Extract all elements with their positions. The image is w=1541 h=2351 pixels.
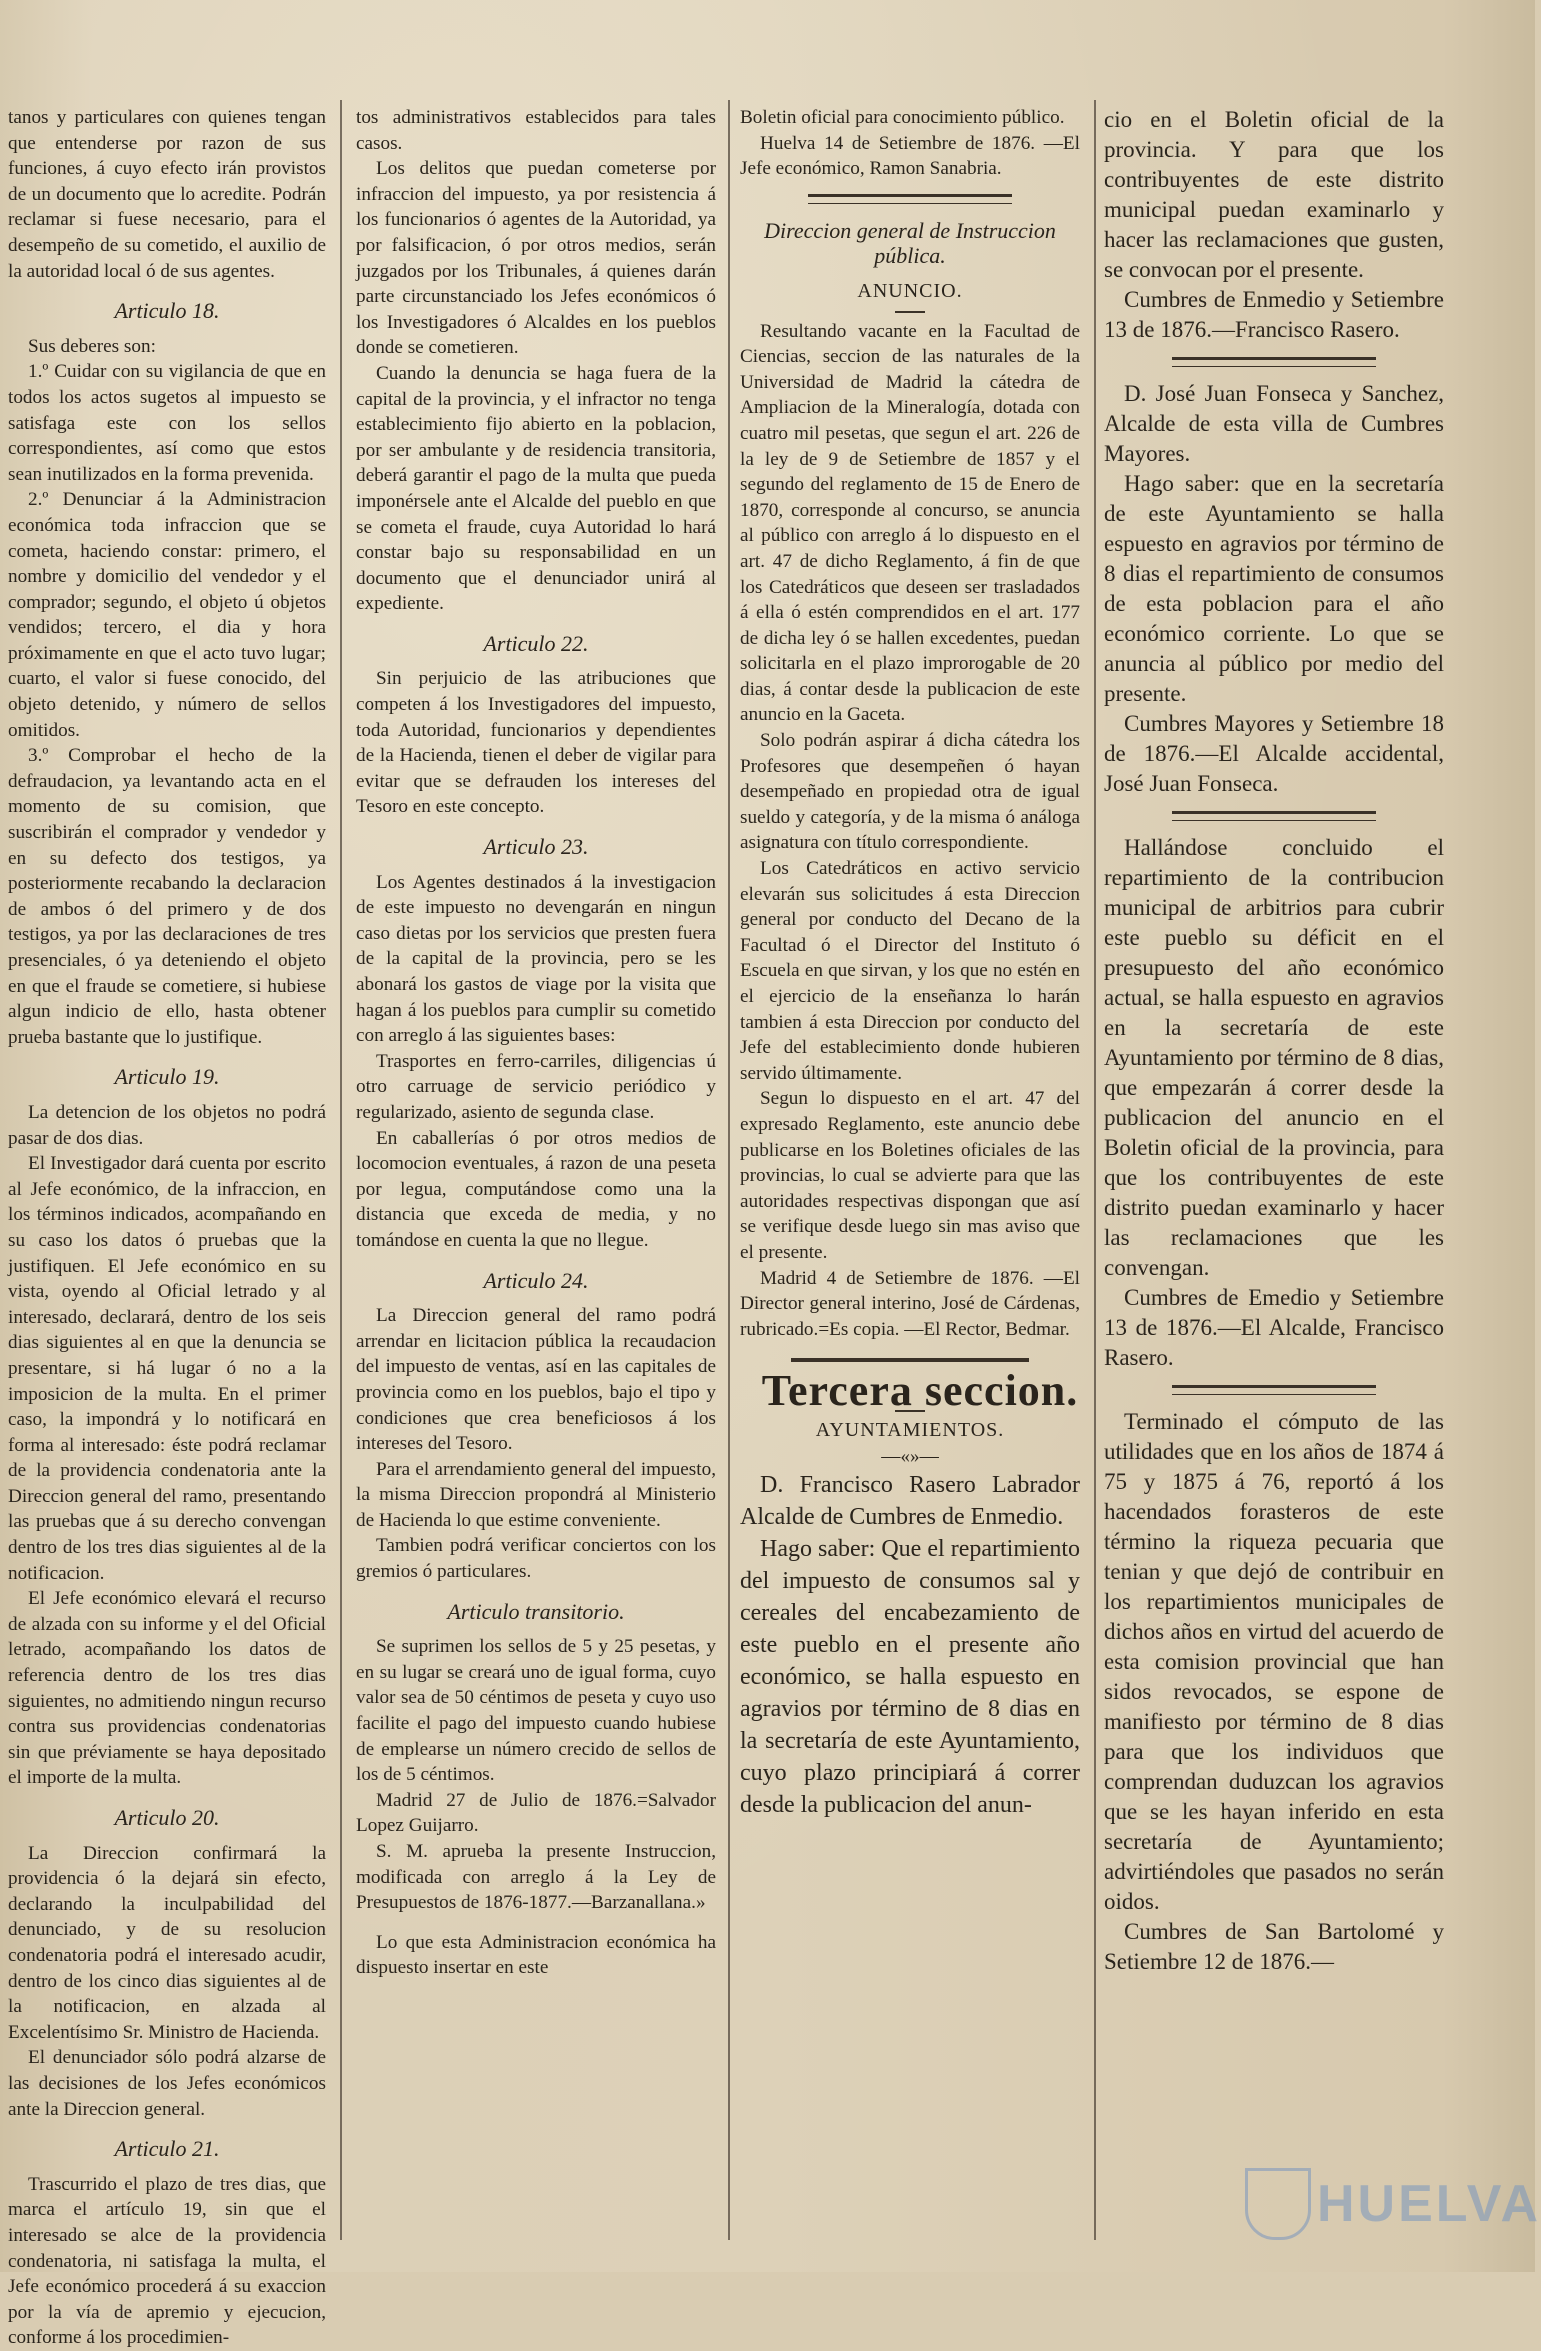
paragraph: 3.º Comprobar el hecho de la defraudacion, ya levantando acta en el momento de su comision, que suscribirán el comprador y vendedor y en su defecto dos testigos, ya posteriormente recabando la declaracion de ambos ó del primero y de dos testigos, ya por las declaraciones de tres presenciales, ó ya deteniendo el objeto en que el fraude se cometiere, si hubiese algun indicio de ello, hasta obtener prueba bastante que lo justifique. (8, 745, 326, 1048)
paragraph: La detencion de los objetos no podrá pasar de dos dias. (8, 1101, 326, 1149)
paragraph: 2.º Denunciar á la Administracion económica toda infraccion que se cometa, haciendo constar: primero, el nombre y domicilio del vendedor y el comprador; segundo, el objeto ú objetos vendidos; tercero, el dia y hora próximamente en que el acto tuvo lugar; cuarto, el valor si fuese conocido, del objeto detenido, y número de sellos omitidos. (8, 489, 326, 741)
section-separator (791, 1358, 1029, 1362)
column-divider (728, 100, 730, 2240)
paragraph: La Direccion general del ramo podrá arrendar en licitacion pública la recaudacion del impuesto de ventas, así en las capitales de provincia como en los pueblos, bajo el tipo y condiciones que crea beneficiosos á los intereses del Tesoro. (356, 1305, 716, 1455)
paragraph: Los delitos que puedan cometerse por infraccion del impuesto, ya por resistencia á los funcionarios ó agentes de la Autoridad, ya por falsificacion, ó por otros medios, serán juzgados por los Tribunales, á quienes darán parte circunstanciado los Jefes económicos ó los Investigadores ó Alcaldes en los pueblos donde se cometieren. (356, 158, 716, 359)
watermark-logo (1255, 2164, 1541, 2244)
watermark-text: HUELVA (1317, 2175, 1541, 2233)
paragraph: Terminado el cómputo de las utilidades que en los años de 1874 á 75 y 1875 á 76, reportó á los hacendados forasteros de este término la riqueza pecuaria que tenian y que dejó de contribuir en los repartimientos municipales de dichos años en virtud del acuerdo de esta comision provincial que han sidos revocados, se espone de manifiesto por término de 8 dias para que los individuos que comprendan duduzcan los agravios que se les hayan inferido en esta secretaría de Ayuntamiento; advirtiéndoles que pasados no serán oidos. (1104, 1409, 1444, 1914)
paragraph: Para el arrendamiento general del impuesto, la misma Direccion propondrá al Ministerio de Hacienda lo que estime conveniente. (356, 1458, 716, 1531)
column-divider (1094, 100, 1096, 2240)
section-heading: Direccion general de Instruccion pública. (764, 217, 1056, 269)
paragraph: Sus deberes son: (28, 335, 156, 357)
announcement-title: ANUNCIO. (857, 279, 963, 302)
section-separator (808, 194, 1012, 204)
paragraph: Cumbres de Emedio y Setiembre 13 de 1876.—El Alcalde, Francisco Rasero. (1104, 1285, 1444, 1370)
paragraph: D. Francisco Rasero Labrador Alcalde de Cumbres de Enmedio. (740, 1472, 1080, 1531)
paragraph: Boletin oficial para conocimiento público. (740, 107, 1065, 128)
paragraph: Sin perjuicio de las atribuciones que competen á los Investigadores del impuesto, toda Autoridad, funcionarios y dependientes de la Hacienda, tienen el deber de vigilar para evitar que se defrauden los intereses del Tesoro en este concepto. (356, 668, 716, 818)
paragraph: Resultando vacante en la Facultad de Ciencias, seccion de las naturales de la Universidad de Madrid la cátedra de Ampliacion de la Mineralogía, dotada con cuatro mil pesetas, que segun el art. 226 de la ley de 9 de Setiembre de 1857 y el segundo del reglamento de 15 de Enero de 1870, corresponde al concurso, se anuncia al público con arreglo á lo dispuesto en el art. 47 de dicho Reglamento, á fin de que los Catedráticos que deseen ser trasladados á ella ó estén comprendidos en el art. 177 de dicha ley ó se hallen excedentes, puedan solicitarla en el plazo improrogable de 20 dias, á contar desde la publicacion de este anuncio en la Gaceta. (740, 320, 1080, 726)
paragraph: Madrid 27 de Julio de 1876.=Salvador Lopez Guijarro. (356, 1789, 716, 1837)
paragraph: Se suprimen los sellos de 5 y 25 pesetas, y en su lugar se creará uno de igual forma, cuyo valor sea de 50 céntimos de peseta y cuyo uso facilite el pago del impuesto cuando hubiese de emplearse un número crecido de sellos de los de 5 céntimos. (356, 1636, 716, 1786)
article-heading: Articulo 20. (114, 1805, 220, 1830)
paragraph: Los Agentes destinados á la investigacion de este impuesto no devengarán en ningun caso dietas por los servicios que presten fuera de la capital de la provincia, pero se les abonará los gastos de viage por la visita que hagan á los pueblos para cumplir su cometido con arreglo á las siguientes bases: (356, 871, 716, 1047)
paragraph: Lo que esta Administracion económica ha dispuesto insertar en este (356, 1931, 716, 1979)
paragraph: La Direccion confirmará la providencia ó la dejará sin efecto, declarando la inculpabilidad del denunciado, y de su resolucion condenatoria podrá el interesado acudir, dentro de los cinco dias siguientes al de la notificacion, en alzada al Excelentísimo Sr. Ministro de Hacienda. (8, 1842, 326, 2043)
paragraph: Los Catedráticos en activo servicio elevarán sus solicitudes á esta Direccion general por conducto del Decano de la Facultad ó el Director del Instituto ó Escuela en que sirvan, y los que no estén en el ejercicio de la enseñanza lo harán tambien á esta Direccion por conducto del Jefe del establecimiento donde hubieren servido últimamente. (740, 858, 1080, 1084)
article-heading: Articulo 18. (114, 298, 220, 324)
paragraph: El denunciador sólo podrá alzarse de las decisiones de los Jefes económicos ante la Direccion general. (8, 2047, 326, 2120)
subsection-title: AYUNTAMIENTOS. (815, 1418, 1005, 1441)
shield-icon (1245, 2168, 1311, 2240)
article-heading: Articulo 24. (483, 1267, 589, 1293)
paragraph: Segun lo dispuesto en el art. 47 del expresado Reglamento, este anuncio debe publicarse en los Boletines oficiales de las provincias, lo cual se advierte para que las autoridades respectivas dispongan que así se verifique desde luego sin mas aviso que el presente. (740, 1088, 1080, 1263)
paragraph: Hallándose concluido el repartimiento de la contribucion municipal de arbitrios para cubrir este pueblo su déficit en el presupuesto del año económico actual, se halla espuesto en agravios en la secretaría de este Ayuntamiento por término de 8 dias, que empezarán á correr desde la publicacion del anuncio en el Boletin oficial de la provincia, para que los contribuyentes de este distrito puedan examinarlo y hacer las reclamaciones que les convengan. (1104, 835, 1444, 1280)
paragraph: En caballerías ó por otros medios de locomocion eventuales, á razon de una peseta por legua, computándose como una la distancia que exceda de media, y no tomándose en cuenta la que no llegue. (356, 1127, 716, 1251)
section-separator (1172, 357, 1376, 367)
paragraph: cio en el Boletin oficial de la provincia. Y para que los contribuyentes de este distrito municipal puedan examinarlo y hacer las reclamaciones que gusten, se convocan por el presente. (1104, 107, 1444, 282)
paragraph: El Jefe económico elevará el recurso de alzada con su informe y el del Oficial letrado, acompañando los datos de referencia dentro de los tres dias siguientes, no admitiendo ningun recurso contra sus providencias condenatorias sin que préviamente se haya depositado el importe de la multa. (8, 1588, 326, 1789)
paragraph: Solo podrán aspirar á dicha cátedra los Profesores que desempeñen ó hayan desempeñado en propiedad otra de igual sueldo y categoría, y de la misma ó análoga asignatura con título correspondiente. (740, 730, 1080, 854)
column-2 (356, 105, 716, 2242)
article-heading: Articulo transitorio. (447, 1598, 625, 1624)
paragraph: Madrid 4 de Setiembre de 1876. —El Director general interino, José de Cárdenas, rubricado.=Es copia. —El Rector, Bedmar. (740, 1267, 1080, 1340)
paragraph: Trasportes en ferro-carriles, diligencias ú otro carruage de servicio periódico y regularizado, asiento de segunda clase. (356, 1050, 716, 1123)
paragraph: Cuando la denuncia se haga fuera de la capital de la provincia, y el infractor no tenga establecimiento fijo abierto en la poblacion, por ser ambulante y de residencia transitoria, deberá garantir el pago de la multa que pueda imponérsele ante el Alcalde del pueblo en que se cometa el fraude, cuya Autoridad lo hará constar bajo su responsabilidad en un documento que el denunciador unirá al expediente. (356, 362, 716, 615)
paragraph: El Investigador dará cuenta por escrito al Jefe económico, de la infraccion, en los términos indicados, acompañando en su caso los datos ó pruebas que la justifiquen. El Jefe económico en su vista, oyendo al Oficial letrado y al interesado, declarará, dentro de los seis dias siguientes al en que la denuncia se presentare, si há lugar ó no a la imposicion de la multa. En el primer caso, la impondrá y lo notificará en forma al interesado: éste podrá reclamar de la providencia condenatoria ante la Direccion general del ramo, presentando las pruebas que á su derecho convengan dentro de los tres dias siguientes al de la notificacion. (8, 1153, 326, 1584)
section-title: Tercera seccion. (761, 1366, 1079, 1416)
column-4 (1104, 105, 1444, 2242)
paragraph: Hago saber: Que el repartimiento del impuesto de consumos sal y cereales del encabezamiento de este pueblo en el presente año económico, se halla espuesto en agravios por término de 8 dias en la secretaría de este Ayuntamiento, cuyo plazo principiará á correr desde la publicacion del anun- (740, 1536, 1080, 1819)
column-3 (740, 105, 1080, 2242)
paragraph: Cumbres de San Bartolomé y Setiembre 12 de 1876.— (1104, 1919, 1444, 1974)
paragraph: Cumbres de Enmedio y Setiembre 13 de 1876.—Francisco Rasero. (1104, 287, 1444, 342)
paragraph: Cumbres Mayores y Setiembre 18 de 1876.—El Alcalde accidental, José Juan Fonseca. (1104, 711, 1444, 796)
article-heading: Articulo 19. (114, 1064, 220, 1090)
article-heading: Articulo 23. (483, 834, 589, 860)
column-1 (8, 105, 326, 2349)
ornament: —«»— (881, 1445, 939, 1467)
paragraph: D. José Juan Fonseca y Sanchez, Alcalde de esta villa de Cumbres Mayores. (1104, 381, 1444, 466)
paragraph: Huelva 14 de Setiembre de 1876. —El Jefe económico, Ramon Sanabria. (740, 132, 1080, 180)
article-heading: Articulo 21. (114, 2136, 220, 2162)
paragraph: tos administrativos establecidos para tales casos. (356, 107, 716, 154)
column-divider (340, 100, 342, 2240)
section-separator (1172, 811, 1376, 821)
paragraph: 1.º Cuidar con su vigilancia de que en todos los actos sugetos al impuesto se satisfaga este con los sellos correspondientes, así como que estos sean inutilizados en la forma prevenida. (8, 361, 326, 485)
short-rule (895, 311, 925, 313)
article-heading: Articulo 22. (483, 630, 589, 656)
paragraph: Trascurrido el plazo de tres dias, que marca el artículo 19, sin que el interesado se alce de la providencia condenatoria, ni satisfaga la multa, el Jefe económico procederá á su exaccion por la vía de apremio y ejecucion, conforme á los procedimien- (8, 2173, 326, 2349)
paragraph: Hago saber: que en la secretaría de este Ayuntamiento se halla espuesto en agravios por término de 8 dias el repartimiento de consumos de esta poblacion para el año económico corriente. Lo que se anuncia al público por medio del presente. (1104, 471, 1444, 706)
paragraph: S. M. aprueba la presente Instruccion, modificada con arreglo á la Ley de Presupuestos de 1876-1877.—Barzanallana.» (356, 1841, 716, 1914)
section-separator (1172, 1385, 1376, 1395)
paragraph: tanos y particulares con quienes tengan que entenderse por razon de sus funciones, á cuyo efecto irán provistos de un documento que lo acredite. Podrán reclamar si fuese necesario, para el desempeño de su cometido, el auxilio de la autoridad local ó de sus agentes. (8, 107, 326, 282)
paragraph: Tambien podrá verificar conciertos con los gremios ó particulares. (356, 1535, 716, 1583)
